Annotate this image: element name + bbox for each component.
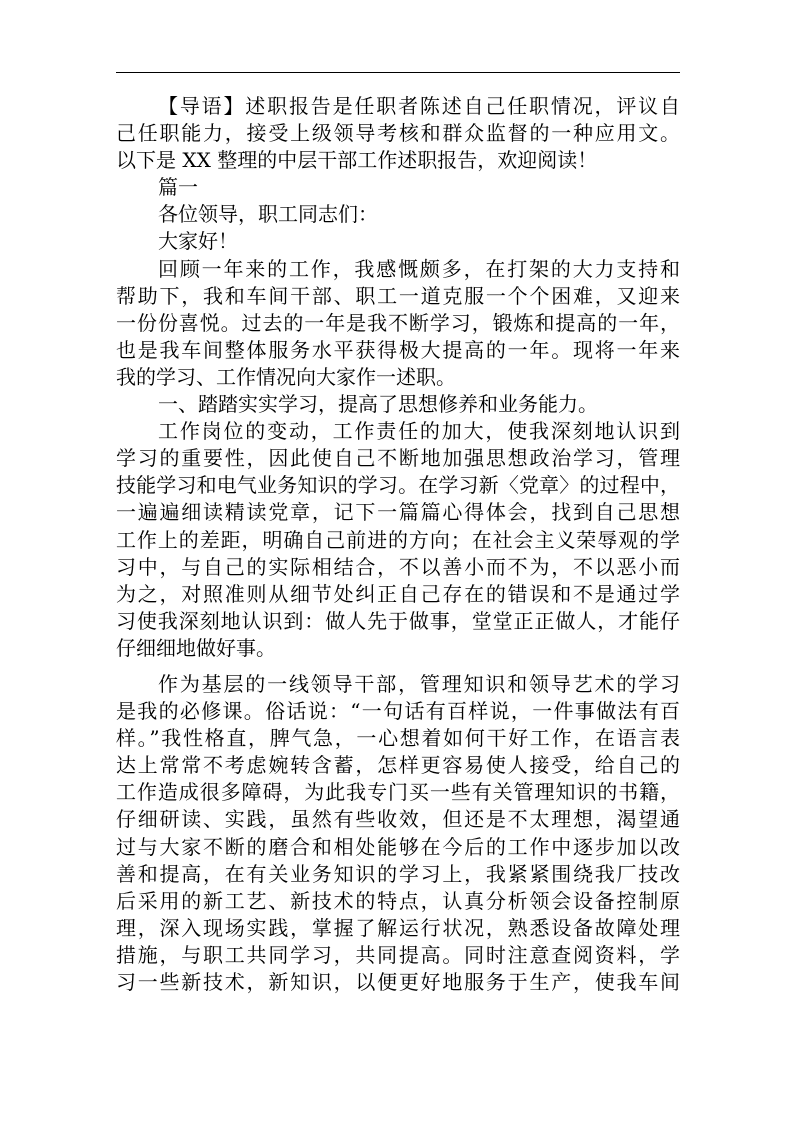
- paragraph-line: 措施，与职工共同学习，共同提高。同时注意查阅资料，学: [116, 942, 680, 967]
- paragraph-line: 习一些新技术，新知识，以便更好地服务于生产，使我车间: [116, 970, 680, 994]
- paragraph-line: 习中，与自己的实际相结合，不以善小而不为，不以恶小而: [116, 554, 680, 579]
- paragraph-line: 仔细研读、实践，虽然有些收效，但还是不太理想，渴望通: [116, 807, 680, 832]
- paragraph-line: 也是我车间整体服务水平获得极大提高的一年。现将一年来: [116, 337, 680, 362]
- paragraph-line: 习使我深刻地认识到：做人先于做事，堂堂正正做人，才能仔: [116, 608, 680, 633]
- paragraph-line: 达上常常不考虑婉转含蓄，怎样更容易使人接受，给自己的: [116, 753, 680, 778]
- paragraph-line: 一遍遍细读精读党章，记下一篇篇心得体会，找到自己思想: [116, 500, 680, 525]
- paragraph-line: 为之，对照准则从细节处纠正自己存在的错误和不是通过学: [116, 581, 680, 606]
- paragraph-line: 过与大家不断的磨合和相处能够在今后的工作中逐步加以改: [116, 834, 680, 859]
- subheading: 一、踏踏实实学习，提高了思想修养和业务能力。: [158, 392, 598, 417]
- header-rule: [116, 72, 680, 73]
- paragraph-line: 工作上的差距，明确自己前进的方向；在社会主义荣辱观的学: [116, 527, 680, 552]
- paragraph-line: 后采用的新工艺、新技术的特点，认真分析领会设备控制原: [116, 888, 680, 913]
- paragraph-line: 理，深入现场实践，掌握了解运行状况，熟悉设备故障处理: [116, 915, 680, 940]
- body-text: [116, 93, 680, 996]
- paragraph-line: 是我的必修课。俗话说：“一句话有百样说，一件事做法有百: [116, 699, 680, 724]
- paragraph-line: 作为基层的一线领导干部，管理知识和领导艺术的学习: [158, 671, 680, 696]
- intro-paragraph-line: 以下是 XX 整理的中层干部工作述职报告，欢迎阅读！: [116, 148, 598, 173]
- section-heading: 篇一: [158, 175, 198, 200]
- paragraph-line: 善和提高，在有关业务知识的学习上，我紧紧围绕我厂技改: [116, 861, 680, 886]
- paragraph-line: 我的学习、工作情况向大家作一述职。: [116, 364, 456, 389]
- paragraph-line: 仔细细地做好事。: [116, 635, 276, 660]
- greeting: 大家好！: [158, 229, 238, 254]
- paragraph-line: 一份份喜悦。过去的一年是我不断学习，锻炼和提高的一年，: [116, 310, 680, 335]
- paragraph-line: 回顾一年来的工作，我感慨颇多，在打架的大力支持和: [158, 256, 680, 281]
- intro-paragraph-line: 己任职能力，接受上级领导考核和群众监督的一种应用文。: [116, 121, 680, 146]
- paragraph-line: 技能学习和电气业务知识的学习。在学习新〈党章〉的过程中，: [116, 473, 680, 498]
- salutation: 各位领导，职工同志们：: [158, 202, 378, 227]
- paragraph-line: 帮助下，我和车间干部、职工一道克服一个个困难，又迎来: [116, 283, 680, 308]
- paragraph-line: 学习的重要性，因此使自己不断地加强思想政治学习，管理: [116, 446, 680, 471]
- paragraph-line: 工作造成很多障碍，为此我专门买一些有关管理知识的书籍，: [116, 780, 680, 805]
- paragraph-line: 工作岗位的变动，工作责任的加大，使我深刻地认识到: [158, 419, 680, 444]
- paragraph-line: 样。”我性格直，脾气急，一心想着如何干好工作，在语言表: [116, 726, 680, 751]
- intro-paragraph-line: 【导语】述职报告是任职者陈述自己任职情况，评议自: [158, 94, 680, 118]
